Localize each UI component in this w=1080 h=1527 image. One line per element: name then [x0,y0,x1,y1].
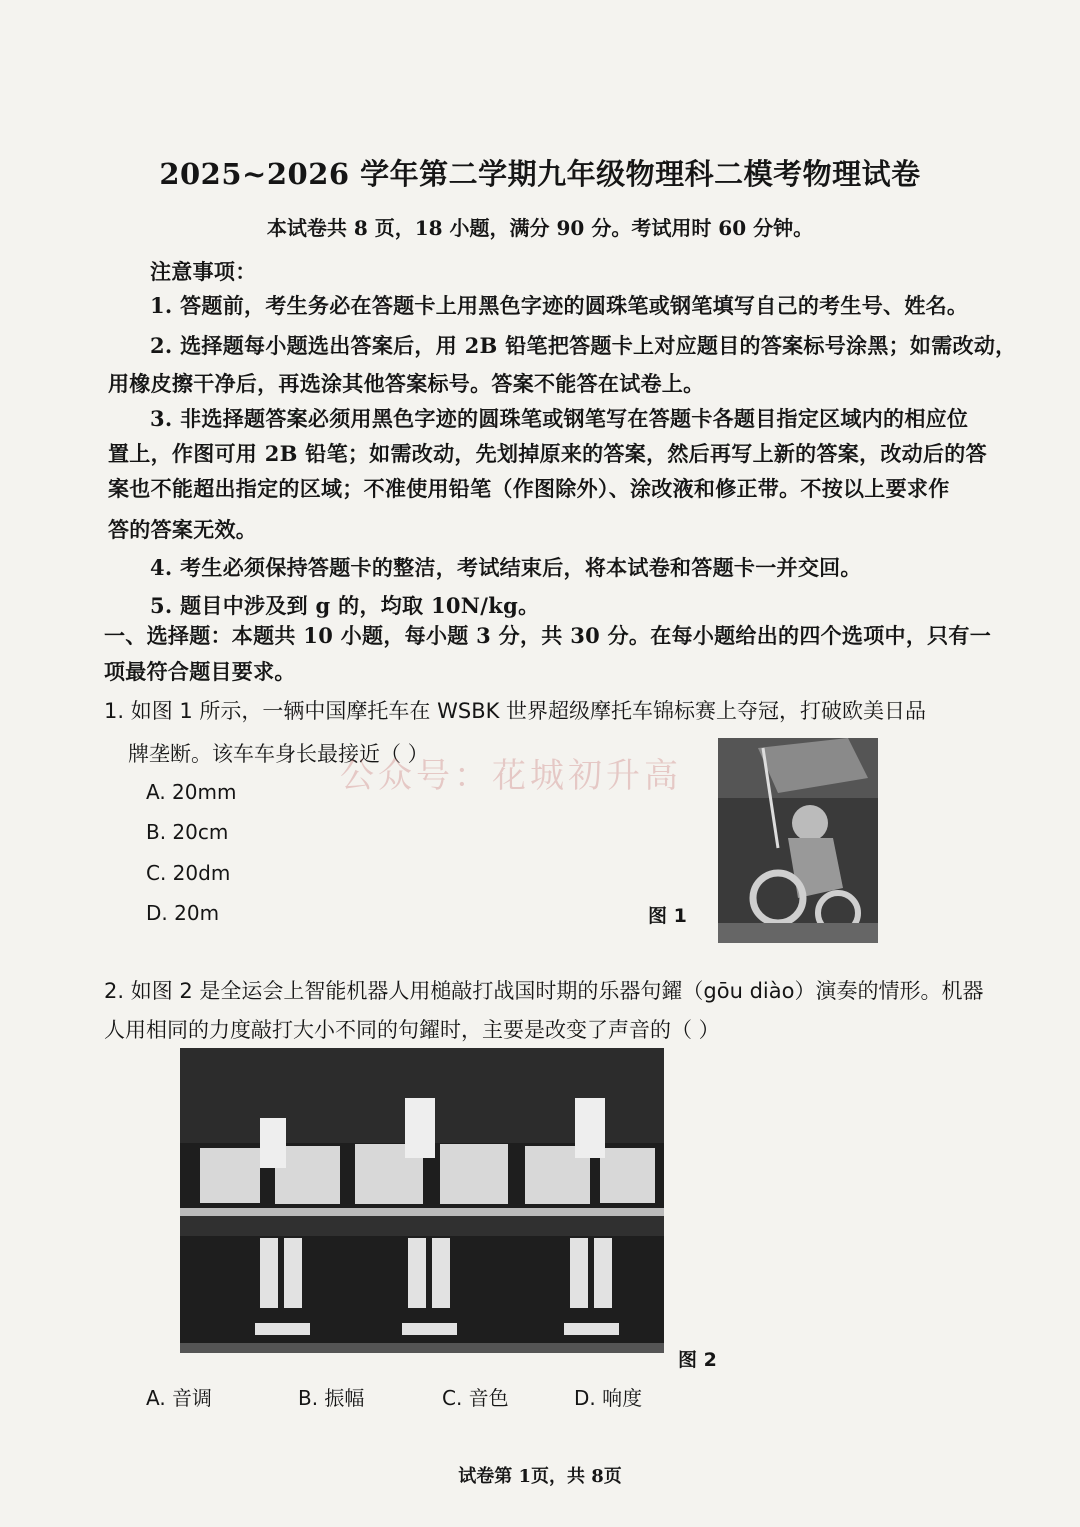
motorcycle-illustration [718,738,878,943]
note-line-7: 答的答案无效。 [108,517,258,542]
robots-bells-illustration [180,1048,664,1353]
q2-option-a: A. 音调 [146,1386,213,1410]
q1-option-d: D. 20m [146,901,220,925]
exam-title: 2025~2026 学年第二学期九年级物理科二模考物理试卷 [159,157,921,191]
q1-option-c: C. 20dm [146,861,231,885]
watermark: 公众号：花城初升高 [340,756,682,796]
q1-text-line-1: 1. 如图 1 所示，一辆中国摩托车在 WSBK 世界超级摩托车锦标赛上夺冠，打破欧美日品 [104,699,927,723]
note-line-9: 5. 题目中涉及到 g 的，均取 10N/kg。 [150,593,540,618]
note-line-6: 案也不能超出指定的区域；不准使用铅笔（作图除外）、涂改液和修正带。不按以上要求作 [108,476,950,501]
q2-text-line-2: 人用相同的力度敲打大小不同的句鑃时，主要是改变了声音的（ ） [104,1018,720,1042]
q2-option-b: B. 振幅 [298,1386,365,1410]
q2-option-d: D. 响度 [574,1386,643,1410]
note-line-4: 3. 非选择题答案必须用黑色字迹的圆珠笔或钢笔写在答题卡各题目指定区域内的相应位 [150,406,969,431]
note-line-3: 用橡皮擦干净后，再选涂其他答案标号。答案不能答在试卷上。 [108,371,705,396]
note-line-8: 4. 考生必须保持答题卡的整洁，考试结束后，将本试卷和答题卡一并交回。 [150,555,862,580]
page-footer: 试卷第 1页，共 8页 [458,1466,622,1487]
q1-option-b: B. 20cm [146,820,229,844]
note-line-2: 2. 选择题每小题选出答案后，用 2B 铅笔把答题卡上对应题目的答案标号涂黑；如需改动， [150,333,1017,358]
figure-2-caption: 图 2 [678,1349,717,1371]
section1-line-2: 项最符合题目要求。 [104,659,296,684]
notes-heading: 注意事项： [150,259,257,284]
figure-1-motorcycle-photo [718,738,878,943]
note-line-1: 1. 答题前，考生务必在答题卡上用黑色字迹的圆珠笔或钢笔填写自己的考生号、姓名。 [150,293,969,318]
figure-2-robots-photo [180,1048,664,1353]
q1-text-line-2: 牌垄断。该车车身长最接近（ ） [128,742,429,766]
q1-option-a: A. 20mm [146,780,237,804]
section1-line-1: 一、选择题：本题共 10 小题，每小题 3 分，共 30 分。在每小题给出的四个选项中，只有一 [104,623,992,648]
exam-subtitle: 本试卷共 8 页，18 小题，满分 90 分。考试用时 60 分钟。 [266,216,814,240]
figure-1-caption: 图 1 [648,905,687,927]
q2-option-c: C. 音色 [442,1386,509,1410]
note-line-5: 置上，作图可用 2B 铅笔；如需改动，先划掉原来的答案，然后再写上新的答案，改动后的答 [108,441,987,466]
q2-text-line-1: 2. 如图 2 是全运会上智能机器人用槌敲打战国时期的乐器句鑃（gōu diào）演奏的情形。机器 [104,979,984,1003]
